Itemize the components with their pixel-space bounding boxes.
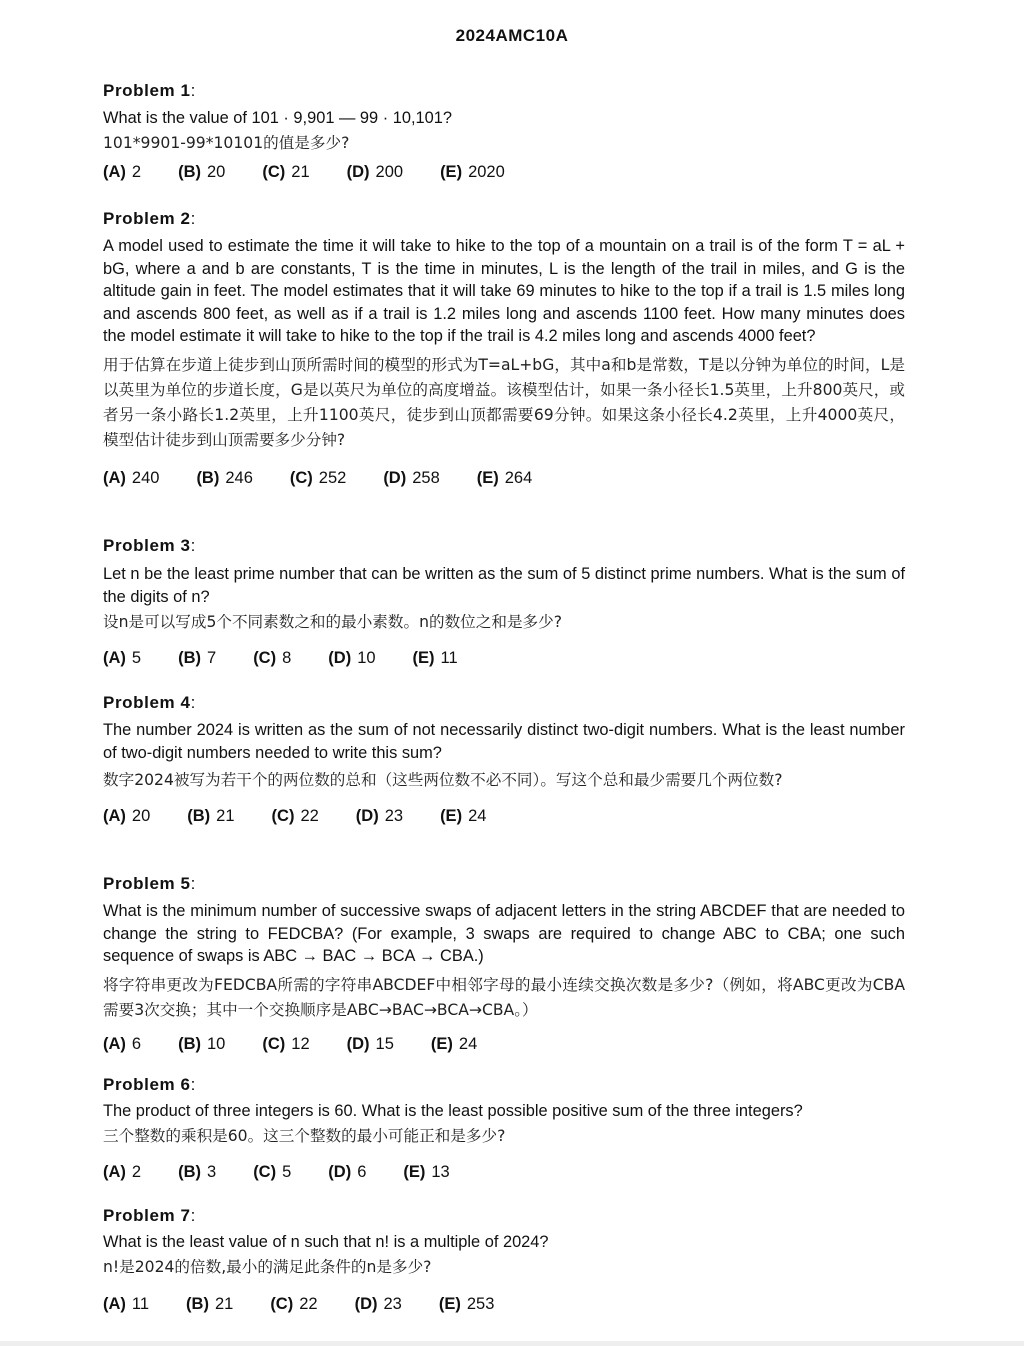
choice-a: (A) 240 <box>103 468 160 487</box>
problem-7 <box>103 1205 905 1315</box>
answer-choices <box>103 467 905 489</box>
answer-choices <box>103 1161 905 1183</box>
problem-5 <box>103 873 905 1055</box>
problem-text-zh: 101*9901-99*10101的值是多少? <box>103 133 350 152</box>
choice-b: (B) 10 <box>178 1034 226 1053</box>
problem-text-zh: 数字2024被写为若干个的两位数的总和（这些两位数不必不同）。写这个总和最少需要几个两位数? <box>103 771 783 790</box>
problem-heading: Problem 1: <box>103 81 196 100</box>
problem-heading: Problem 3: <box>103 536 196 555</box>
choice-a: (A) 6 <box>103 1034 142 1053</box>
problem-text-zh: n!是2024的倍数,最小的满足此条件的n是多少? <box>103 1257 432 1276</box>
page-bottom-edge <box>0 1341 1024 1346</box>
problem-4 <box>103 692 905 827</box>
problem-text-zh: 设n是可以写成5个不同素数之和的最小素数。n的数位之和是多少? <box>103 613 562 632</box>
problem-text-en: The number 2024 is written as the sum of not necessarily distinct two-digit numbers. What is the least number of two-digit numbers needed to write this sum? <box>103 721 905 762</box>
problem-text-en: Let n be the least prime number that can be written as the sum of 5 distinct prime numbers. What is the sum of the digits of n? <box>103 565 905 606</box>
choice-e: (E) 13 <box>403 1162 450 1181</box>
page-title: 2024AMC10A <box>455 26 569 45</box>
choice-e: (E) 2020 <box>440 162 505 181</box>
problem-heading: Problem 6: <box>103 1075 196 1094</box>
choice-d: (D) 6 <box>328 1162 367 1181</box>
choice-c: (C) 252 <box>289 468 347 487</box>
choice-b: (B) 246 <box>196 468 253 487</box>
choice-e: (E) 253 <box>438 1294 495 1313</box>
answer-choices <box>103 1293 905 1315</box>
choice-a: (A) 2 <box>103 1162 142 1181</box>
problem-text-zh: 用于估算在步道上徒步到山顶所需时间的模型的形式为T=aL+bG，其中a和b是常数，T是以分钟为单位的时间，L是以英里为单位的步道长度，G是以英尺为单位的高度增益。该模型估计，如果一条小径长1.5英里，上升800英尺，或者另一条小路长1.2英里，上升1100英尺，徒步到山顶都需要69分钟。如果这条小径长4.2英里，上升4000英尺，模型估计徒步到山顶需要多少分钟? <box>103 355 905 449</box>
choice-d: (D) 23 <box>355 807 404 826</box>
choice-c: (C) 21 <box>262 162 310 181</box>
problem-text-en: What is the least value of n such that n! is a multiple of 2024? <box>103 1233 549 1251</box>
choice-b: (B) 21 <box>187 807 235 826</box>
answer-choices <box>103 805 905 827</box>
choice-b: (B) 3 <box>178 1162 217 1181</box>
answer-choices <box>103 161 905 183</box>
problem-text-en: What is the value of 101 · 9,901 — 99 · 10,101? <box>103 109 452 127</box>
choice-c: (C) 12 <box>262 1034 310 1053</box>
problem-heading: Problem 2: <box>103 209 196 228</box>
choice-c: (C) 22 <box>270 1294 318 1313</box>
choice-a: (A) 5 <box>103 649 142 668</box>
choice-b: (B) 7 <box>178 649 217 668</box>
choice-e: (E) 24 <box>430 1034 478 1053</box>
choice-d: (D) 23 <box>354 1294 402 1313</box>
problem-heading: Problem 4: <box>103 693 196 712</box>
choice-a: (A) 20 <box>103 807 151 826</box>
problem-2 <box>103 208 905 489</box>
answer-choices <box>103 1033 905 1055</box>
choice-e: (E) 264 <box>476 468 533 487</box>
problem-heading: Problem 7: <box>103 1206 196 1225</box>
choice-a: (A) 11 <box>103 1294 150 1313</box>
choice-e: (E) 11 <box>412 649 458 668</box>
choice-a: (A) 2 <box>103 162 142 181</box>
choice-b: (B) 21 <box>186 1294 234 1313</box>
choice-c: (C) 5 <box>253 1162 292 1181</box>
choice-c: (C) 22 <box>271 807 319 826</box>
problem-text-zh: 三个整数的乘积是60。这三个整数的最小可能正和是多少? <box>103 1126 506 1145</box>
problem-1 <box>103 80 905 183</box>
answer-choices <box>103 647 905 669</box>
problem-3 <box>103 535 905 669</box>
choice-d: (D) 15 <box>346 1034 394 1053</box>
problem-6 <box>103 1074 905 1183</box>
problem-text-en: The product of three integers is 60. What is the least possible positive sum of the three integers? <box>103 1102 803 1120</box>
choice-d: (D) 10 <box>328 649 376 668</box>
choice-c: (C) 8 <box>253 649 292 668</box>
choice-b: (B) 20 <box>178 162 226 181</box>
choice-d: (D) 200 <box>346 162 404 181</box>
problem-text-en: What is the minimum number of successive swaps of adjacent letters in the string ABCDEF that are needed to change the string to FEDCBA? (For example, 3 swaps are required to change ABC to CBA; one such sequence of swaps is ABC → BAC → BCA → CBA.) <box>103 902 905 966</box>
problem-text-en: A model used to estimate the time it will take to hike to the top of a mountain on a trail is of the form T = aL + bG, where a and b are constants, T is the time in minutes, L is the length of the trail in miles, and G is the altitude gain in feet. The model estimates that it will take 69 minutes to hike to the top if a trail is 1.5 miles long and ascends 800 feet, as well as if a trail is 1.2 miles long and ascends 1100 feet. How many minutes does the model estimate it will take to hike to the top if the trail is 4.2 miles long and ascends 4000 feet? <box>103 237 905 346</box>
choice-e: (E) 24 <box>440 807 487 826</box>
choice-d: (D) 258 <box>383 468 440 487</box>
problem-text-zh: 将字符串更改为FEDCBA所需的字符串ABCDEF中相邻字母的最小连续交换次数是多少?（例如，将ABC更改为CBA需要3次交换；其中一个交换顺序是ABC→BAC→BCA→CBA。） <box>103 975 905 1019</box>
problem-heading: Problem 5: <box>103 874 196 893</box>
